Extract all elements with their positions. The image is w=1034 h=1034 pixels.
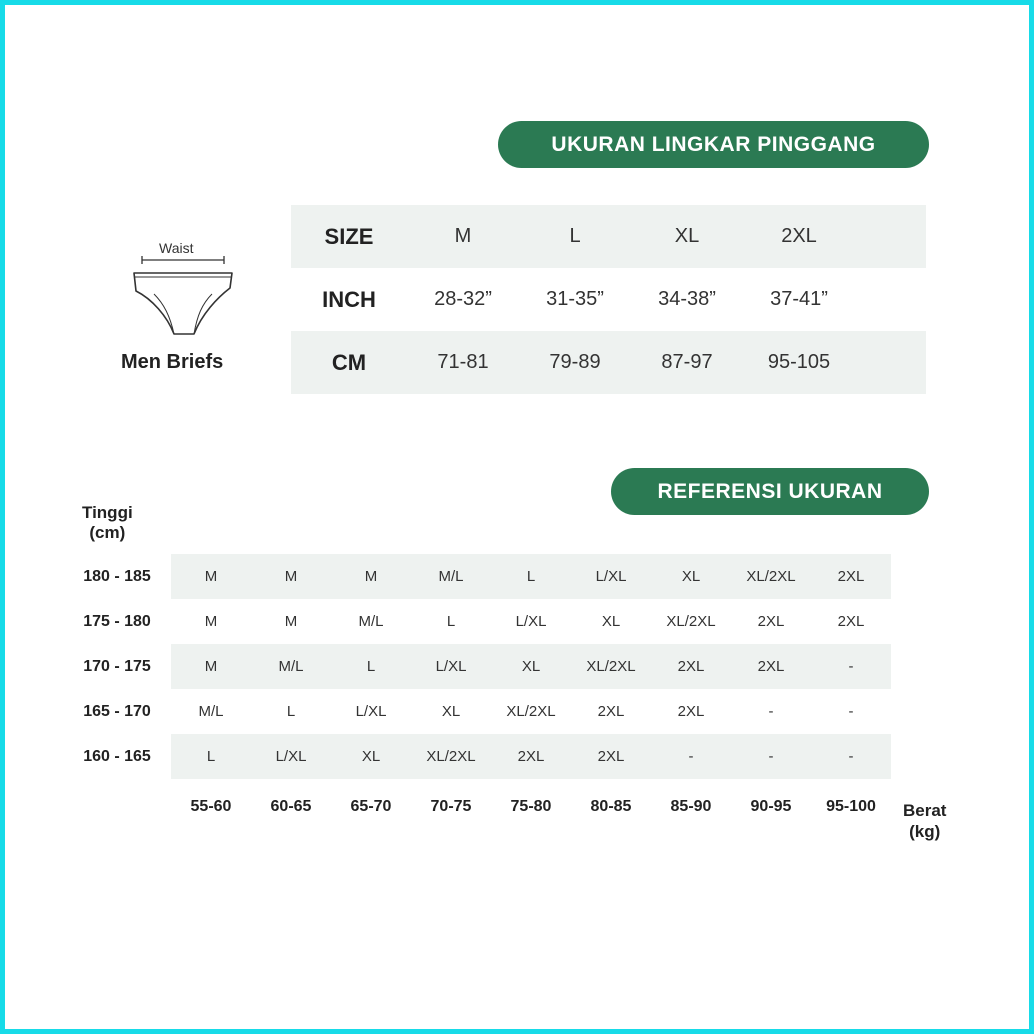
briefs-illustration [112, 236, 257, 386]
height-row-label: 165 - 170 [83, 702, 151, 720]
table-cell: 79-89 [549, 351, 601, 373]
table-cell: XL/2XL [426, 748, 476, 765]
table-cell: XL/2XL [586, 658, 636, 675]
table-cell: M [204, 568, 218, 585]
row-header: CM [331, 349, 367, 375]
weight-column-label: 80-85 [590, 798, 632, 815]
table-cell: XL [361, 748, 381, 765]
table-cell: XL [521, 658, 541, 675]
table-cell: M/L [278, 658, 304, 675]
table-cell: 2XL [597, 703, 625, 720]
table-row [171, 554, 891, 599]
table-row [171, 689, 891, 734]
table-cell: 37-41” [770, 288, 828, 310]
table-cell: 28-32” [434, 288, 492, 310]
table-cell: XL [441, 703, 461, 720]
table-cell: M [454, 225, 472, 247]
table-cell: 2XL [677, 658, 705, 675]
waist-chart-title: UKURAN LINGKAR PINGGANG [498, 121, 929, 168]
weight-column-label: 90-95 [750, 798, 792, 815]
table-cell: M/L [198, 703, 224, 720]
table-row [291, 205, 926, 268]
briefs-caption: Men Briefs [121, 351, 224, 373]
table-cell: L/XL [515, 613, 547, 630]
weight-column-label: 55-60 [190, 798, 232, 815]
weight-label-line: Berat [903, 801, 947, 820]
height-label-unit: (cm) [89, 523, 126, 542]
table-cell: L/XL [355, 703, 387, 720]
table-cell: M/L [438, 568, 464, 585]
table-cell: L [286, 703, 296, 720]
height-axis-label [82, 503, 133, 543]
table-cell: - [848, 658, 854, 675]
height-row-label: 175 - 180 [83, 612, 151, 630]
height-row-label: 160 - 165 [83, 747, 151, 765]
table-cell: XL [674, 225, 700, 247]
waist-size-table [291, 205, 926, 394]
table-cell: 87-97 [661, 351, 713, 373]
table-cell: L [206, 748, 216, 765]
table-cell: L [569, 225, 581, 247]
row-header: SIZE [324, 223, 374, 249]
table-row [171, 599, 891, 644]
height-row-label: 170 - 175 [83, 657, 151, 675]
weight-column-label: 70-75 [430, 798, 472, 815]
table-cell: XL/2XL [746, 568, 796, 585]
table-cell: 2XL [677, 703, 705, 720]
height-label-line: Tinggi [82, 503, 133, 522]
reference-title: REFERENSI UKURAN [611, 468, 929, 515]
table-cell: M [284, 568, 298, 585]
weight-column-label: 95-100 [826, 798, 876, 815]
table-cell: L [446, 613, 456, 630]
table-cell: L/XL [595, 568, 627, 585]
weight-column-label: 75-80 [510, 798, 552, 815]
weight-column-label: 65-70 [350, 798, 392, 815]
size-reference-grid [171, 554, 891, 779]
table-row [291, 268, 926, 331]
table-cell: - [768, 748, 774, 765]
table-row [171, 644, 891, 689]
table-cell: - [768, 703, 774, 720]
table-cell: L [526, 568, 536, 585]
table-cell: 2XL [757, 613, 785, 630]
table-cell: M [204, 658, 218, 675]
briefs-icon [112, 236, 257, 346]
table-cell: M/L [358, 613, 384, 630]
table-cell: 2XL [757, 658, 785, 675]
row-header: INCH [322, 286, 376, 312]
height-row-labels [72, 554, 162, 779]
table-cell: XL/2XL [506, 703, 556, 720]
table-cell: M [284, 613, 298, 630]
table-cell: M [364, 568, 378, 585]
table-cell: 2XL [517, 748, 545, 765]
table-cell: - [848, 748, 854, 765]
weight-column-labels [171, 798, 891, 816]
table-cell: XL/2XL [666, 613, 716, 630]
table-cell: 95-105 [767, 351, 831, 373]
table-cell: M [204, 613, 218, 630]
table-cell: XL [681, 568, 701, 585]
table-cell: 71-81 [437, 351, 489, 373]
table-cell: L/XL [275, 748, 307, 765]
table-cell: L [366, 658, 376, 675]
table-row [171, 734, 891, 779]
table-cell: - [688, 748, 694, 765]
table-cell: 2XL [837, 613, 865, 630]
table-cell: - [848, 703, 854, 720]
height-row-label: 180 - 185 [83, 567, 151, 585]
table-cell: XL [601, 613, 621, 630]
weight-label-unit: (kg) [909, 822, 941, 841]
table-cell: 2XL [597, 748, 625, 765]
table-cell: L/XL [435, 658, 467, 675]
table-cell: 34-38” [658, 288, 716, 310]
weight-axis-label [903, 800, 946, 842]
table-row [291, 331, 926, 394]
waist-label: Waist [159, 240, 194, 256]
weight-column-label: 85-90 [670, 798, 712, 815]
table-cell: 31-35” [546, 288, 604, 310]
weight-column-label: 60-65 [270, 798, 312, 815]
table-cell: 2XL [837, 568, 865, 585]
table-cell: 2XL [781, 225, 817, 247]
